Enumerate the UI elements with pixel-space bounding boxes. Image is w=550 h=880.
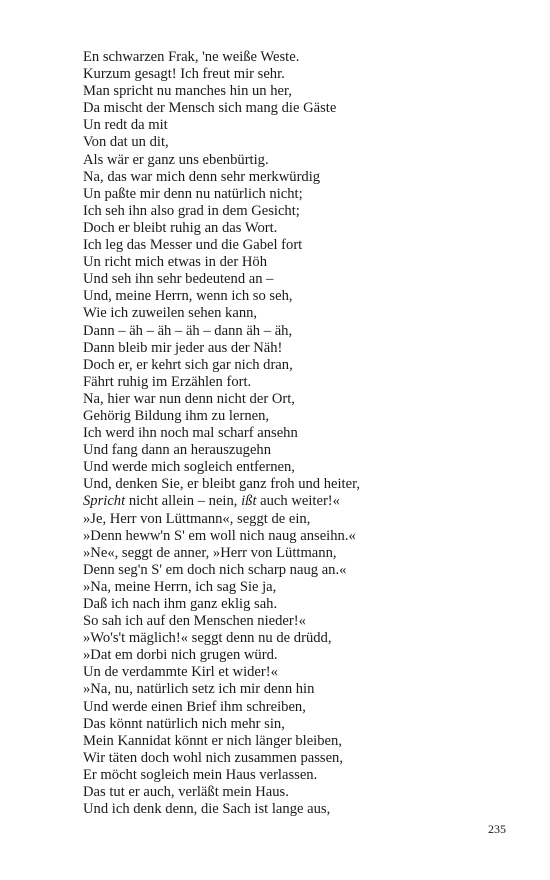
verse-line: Und werde mich sogleich entfernen, [83, 459, 295, 476]
verse-line: Gehörig Bildung ihm zu lernen, [83, 407, 270, 424]
verse-line: »Na, meine Herrn, ich sag Sie ja, [83, 578, 277, 595]
verse-line: Ich werd ihn noch mal scharf ansehn [83, 425, 298, 442]
verse-line: Un de verdammte Kirl et wider!« [83, 664, 278, 681]
verse-line: Doch er, er kehrt sich gar nich dran, [83, 356, 293, 373]
verse-line: Na, das war mich denn sehr merkwürdig [83, 168, 321, 185]
verse-line: »Dat em dorbi nich grugen würd. [83, 647, 278, 664]
verse-line: Denn seg'n S' em doch nich scharp naug an.« [83, 561, 347, 578]
verse-line: »Ne«, seggt de anner, »Herr von Lüttmann, [83, 544, 337, 561]
verse-line: Und seh ihn sehr bedeutend an – [83, 271, 274, 288]
verse-line: Man spricht nu manches hin un her, [83, 83, 292, 100]
verse-line: Daß ich nach ihm ganz eklig sah. [83, 596, 278, 612]
poem-text [83, 49, 523, 818]
verse-line: Dann bleib mir jeder aus der Näh! [83, 339, 283, 356]
verse-line: »Je, Herr von Lüttmann«, seggt de ein, [83, 510, 311, 527]
verse-line: Ich leg das Messer und die Gabel fort [83, 237, 303, 254]
verse-line: Da mischt der Mensch sich mang die Gäste [83, 100, 337, 117]
verse-line: So sah ich auf den Menschen nieder!« [83, 613, 306, 630]
verse-text: auch weiter!« [256, 493, 340, 510]
verse-line: Na, hier war nun denn nicht der Ort, [83, 390, 295, 407]
verse-line: »Wo's't mäglich!« seggt denn nu de drüdd, [83, 630, 332, 647]
verse-line: Und fang dann an herauszugehn [83, 442, 272, 459]
verse-line: Fährt ruhig im Erzählen fort. [83, 373, 252, 390]
verse-line: Wie ich zuweilen sehen kann, [83, 305, 258, 322]
verse-line: Er möcht sogleich mein Haus verlassen. [83, 766, 318, 783]
verse-line: Das tut er auch, verläßt mein Haus. [83, 784, 289, 801]
verse-line: »Na, nu, natürlich setz ich mir denn hin [83, 681, 315, 698]
verse-line: Un paßte mir denn nu natürlich nicht; [83, 185, 303, 202]
verse-line: Als wär er ganz uns ebenbürtig. [83, 151, 269, 168]
verse-line: Un redt da mit [83, 117, 168, 134]
verse-line: Und, meine Herrn, wenn ich so seh, [83, 288, 293, 305]
verse-line: Und ich denk denn, die Sach ist lange aus, [83, 801, 331, 818]
verse-line: Wir täten doch wohl nich zusammen passen, [83, 749, 344, 766]
verse-line: Dann – äh – äh – äh – dann äh – äh, [83, 322, 293, 339]
emphasis-spricht: Spricht [83, 493, 126, 510]
verse-line: Ich seh ihn also grad in dem Gesicht; [83, 202, 300, 219]
verse-text: nicht allein – nein, [125, 493, 242, 510]
emphasis-isst: ißt [241, 493, 257, 510]
page-number: 235 [488, 822, 506, 836]
verse-line: Doch er bleibt ruhig an das Wort. [83, 219, 278, 236]
verse-line: En schwarzen Frak, 'ne weiße Weste. [83, 49, 300, 65]
verse-line-emphasis [83, 493, 523, 510]
verse-line: Mein Kannidat könnt er nich länger bleiben, [83, 732, 342, 749]
verse-line: Das könnt natürlich nich mehr sin, [83, 715, 285, 732]
verse-line: Von dat un dit, [83, 134, 169, 151]
verse-line: Kurzum gesagt! Ich freut mir sehr. [83, 66, 285, 83]
verse-line: Und werde einen Brief ihm schreiben, [83, 698, 306, 715]
verse-line: Un richt mich etwas in der Höh [83, 254, 267, 271]
verse-line: »Denn heww'n S' em woll nich naug anseihn.« [83, 527, 356, 544]
verse-line: Und, denken Sie, er bleibt ganz froh und heiter, [83, 476, 361, 493]
